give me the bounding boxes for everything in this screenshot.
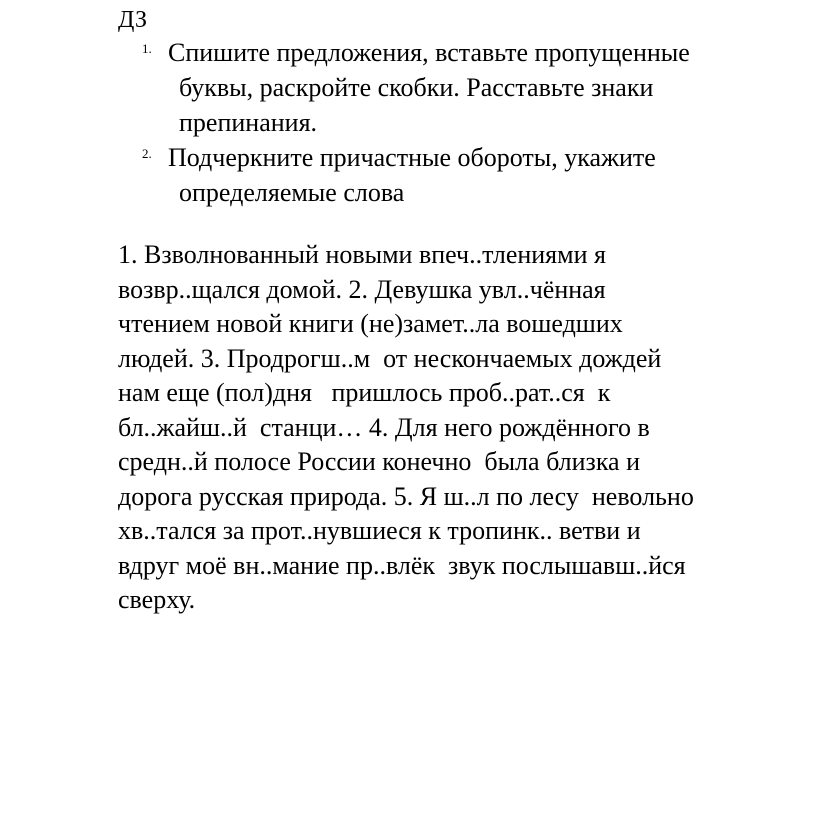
task-line: определяемые слова: [179, 178, 405, 207]
exercise-line: возвр..щался домой. 2. Девушка увл..чённая: [118, 274, 606, 304]
exercise-line: людей. 3. Продрогш..м от нескончаемых дождей: [118, 343, 662, 373]
task-line: буквы, раскройте скобки. Расставьте знаки: [179, 73, 654, 102]
exercise-line: сверху.: [118, 585, 196, 614]
task-list: [142, 35, 782, 210]
exercise-line: чтением новой книги (не)замет..ла вошедших: [118, 309, 623, 338]
exercise-line: хв..тался за прот..нувшиеся к тропинк.. ветви и: [118, 516, 641, 545]
exercise-line: 1. Взволнованный новыми впеч..тлениями я: [118, 240, 606, 269]
exercise-line: нам еще (пол)дня пришлось проб..рат..ся к: [118, 378, 611, 407]
task-number: 2.: [142, 146, 152, 161]
exercise-line: средн..й полосе России конечно была близка и: [118, 447, 641, 476]
task-item-1: [142, 35, 782, 140]
task-text: [168, 35, 782, 140]
exercise-line: вдруг моё вн..мание пр..влёк звук послышавш..йся: [118, 550, 686, 580]
task-line: Подчеркните причастные обороты, укажите: [168, 143, 656, 172]
task-line: Спишите предложения, вставьте пропущенные: [168, 38, 690, 67]
homework-heading: ДЗ: [118, 7, 147, 33]
task-line: препинания.: [179, 108, 318, 137]
exercise-text: [118, 238, 798, 618]
task-item-2: [142, 140, 782, 210]
exercise-line: бл..жайш..й станци… 4. Для него рождённого в: [118, 412, 650, 442]
task-number: 1.: [142, 41, 152, 56]
task-text: [168, 140, 782, 210]
exercise-line: дорога русская природа. 5. Я ш..л по лесу невольно: [118, 481, 694, 511]
